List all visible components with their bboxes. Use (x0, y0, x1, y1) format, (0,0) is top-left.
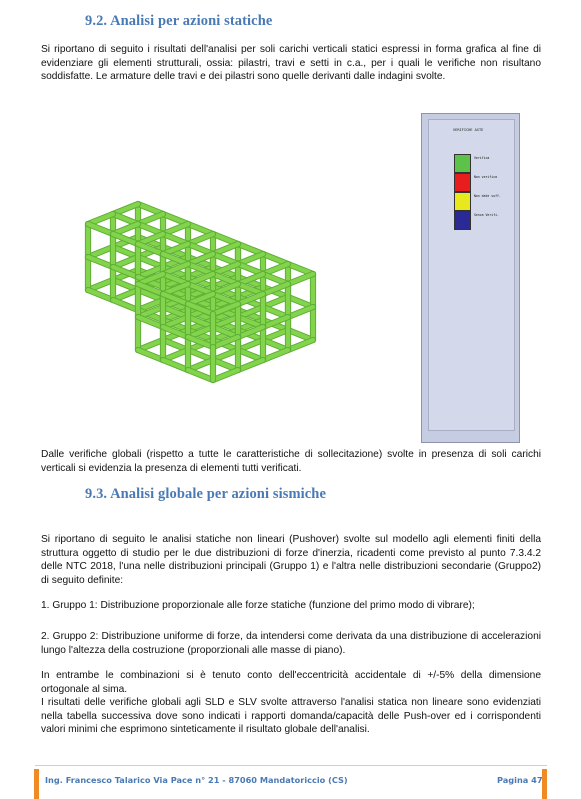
frame-member (288, 340, 313, 350)
list-item-gruppo-2: 2. Gruppo 2: Distribuzione uniforme di forze, da intendersi come derivata da una distribuzione di accelerazioni lungo l'altezza della costruzione (proporzionali alle masse di piano). (41, 631, 541, 656)
page-title-93: 9.3. Analisi globale per azioni sismiche (85, 486, 326, 502)
frame-member (163, 360, 188, 370)
frame-members (88, 204, 313, 380)
list-item-gruppo-1: 1. Gruppo 1: Distribuzione proporzionale alle forze statiche (funzione del primo modo di vibrare); (41, 600, 475, 611)
footer-page-number: Pagina 47 (497, 775, 543, 785)
frame-member (263, 350, 288, 360)
frame-member (88, 257, 113, 267)
intro-paragraph: Si riportano di seguito i risultati dell'analisi per soli carichi verticali statici espressi in forma grafica al fine di evidenziare gli elementi strutturali, ossia: pilastri, travi e setti in c.a., per i quali le verifiche non risultano soddisfatte. Le armature delle travi e dei pilastri sono quelle derivanti dalle indagini svolte. (41, 44, 541, 82)
eccentricity-paragraph: In entrambe le combinazioni si è tenuto conto dell'eccentricità accidentale di +/-5% della dimensione ortogonale al sima. (41, 670, 541, 695)
legend-row-dati-insufficienti (454, 192, 524, 211)
frame-member (88, 290, 113, 300)
legend-row-senza-verifica (454, 211, 524, 230)
legend-swatch-non-verificato (454, 173, 471, 192)
footer-accent-left (34, 769, 39, 799)
frame-member (238, 360, 263, 370)
frame-member (88, 224, 113, 234)
legend-label-non-verificato: Non verifica (474, 175, 498, 179)
pushover-paragraph: Si riportano di seguito le analisi statiche non lineari (Pushover) svolte sul modello agli elementi finiti della struttura oggetto di studio per le due distribuzioni di forze d'inerzia, ricadenti come previsto al punto 7.3.4.2 delle NTC 2018, l'una nelle distribuzioni principali (Gruppo 1) e l'altra nelle distribuzioni secondarie (Gruppo2) di seguito definite: (41, 534, 541, 586)
legend-label-senza-verifica: Senza Verifi. (474, 213, 499, 217)
results-paragraph: I risultati delle verifiche globali agli SLD e SLV svolte attraverso l'analisi statica non lineare sono evidenziati nella tabella successiva dove sono indicati i rapporti domanda/capacità delle Push-over ed i corrispondenti valori minimi che esprimono sinteticamente il risultato globale dell'analisi. (41, 697, 541, 735)
legend-swatch-senza-verifica (454, 211, 471, 230)
frame-member (213, 370, 238, 380)
footer-divider (35, 765, 547, 766)
figure-caption: Dalle verifiche globali (rispetto a tutte le caratteristiche di sollecitazione) svolte in presenza di soli carichi verticali si evidenzia la presenza di elementi tutti verificati. (41, 449, 541, 474)
frame-member (288, 274, 313, 284)
legend-label-verificato: Verifica (474, 156, 490, 160)
frame-member (138, 350, 163, 360)
page-title-92: 9.2. Analisi per azioni statiche (85, 13, 273, 29)
structural-frame-figure (80, 120, 400, 440)
verification-legend-panel (421, 113, 520, 443)
frame-member (288, 307, 313, 317)
footer-author: Ing. Francesco Talarico Via Pace n° 21 - 87060 Mandatoriccio (CS) (45, 775, 348, 785)
legend-box (428, 119, 515, 431)
legend-swatch-dati-insufficienti (454, 192, 471, 211)
legend-label-dati-insufficienti: Non date suff. (474, 194, 501, 198)
frame-member (188, 370, 213, 380)
legend-row-non-verificato (454, 173, 524, 192)
legend-row-verificato (454, 154, 524, 173)
legend-swatch-verificato (454, 154, 471, 173)
frame-member (113, 300, 138, 310)
legend-title: VERIFICHE ASTE (453, 128, 484, 132)
